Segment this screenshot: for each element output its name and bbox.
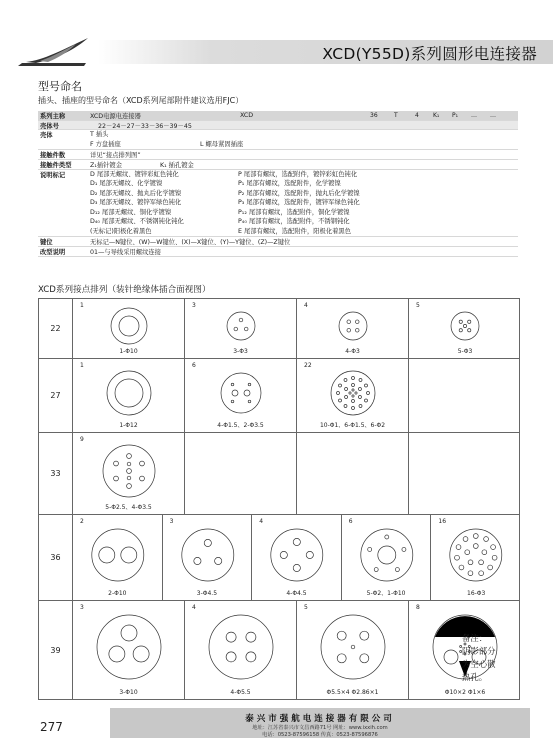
- contact-circle: [109, 646, 125, 662]
- contact-circle: [306, 551, 313, 558]
- contact-circle: [359, 379, 362, 382]
- contact-caption: 5-Φ2.5、4-Φ3.5: [105, 504, 152, 511]
- contact-circle: [214, 557, 221, 564]
- contact-circle: [482, 550, 487, 555]
- contact-circle: [352, 395, 354, 397]
- contact-circle: [244, 327, 248, 331]
- desc-item: P₁₂ 尾部有螺纹，选配附件，铜化学镀镍: [238, 208, 350, 216]
- naming-subtitle: 插头、插座的型号命名（XCD系列尾部附件建议选用FJC）: [38, 96, 244, 105]
- contact-circle: [468, 560, 473, 565]
- contact-count: 3: [80, 604, 84, 611]
- spec-row-series: 系列主称 XCD电源电连接器 XCD 36 T 4 K₁ P₁ … …: [38, 111, 518, 121]
- contact-circle: [474, 534, 479, 539]
- contact-layout-diagram: [73, 601, 185, 699]
- contact-circle: [352, 400, 355, 403]
- contact-circle: [395, 568, 399, 572]
- contact-count: 4: [259, 518, 264, 525]
- contact-circle: [280, 551, 287, 558]
- desc-item: E 尾部有螺纹，选配附件，阳极化着黑色: [238, 227, 352, 235]
- contact-circle: [479, 560, 484, 565]
- spec-row-key: 键位 无标记—N键位、(W)—W键位、(X)—X键位、(Y)—Y键位、(Z)—Z键位: [38, 237, 518, 247]
- spec-row-description: 说明标记 D 尾部无螺纹、镀锌彩虹色钝化 D₁ 尾部无螺纹、化学镀镍 D₂ 尾部无螺纹、抛丸后化学镀镍 D₃ 尾部无螺纹、镀锌军绿色钝化 D₁₂ 尾部无螺纹、铜化学镀镍 D₄₀ 尾部无螺纹、不锈钢钝化钝化 (无标记)阳极化着黑色 P 尾部有螺纹，选配附件，镀锌彩虹色钝化 P₁ 尾部有螺纹，选配附件，化学镀镍 P₂ 尾部有螺纹，选配附件，抛丸后化学镀镍 P₃ 尾部有螺纹，选配附件，镀锌军绿色钝化 P₁₂ 尾部有螺纹，选配附件，铜化学镀镍 P₄₀ 尾部有螺纹，选配附件，不锈钢钝化 E 尾部有螺纹，选配附件，阳极化着黑色: [38, 170, 518, 238]
- contact-count: 22: [304, 362, 312, 369]
- contact-circle: [337, 654, 346, 663]
- contact-caption: 2-Φ10: [108, 590, 127, 597]
- footer: [110, 708, 530, 738]
- spec-row-contact-type: 接触件类型 Z₁插针镀金 K₁ 插孔镀金: [38, 160, 518, 170]
- contact-circle: [232, 390, 238, 396]
- contact-circle: [231, 400, 234, 403]
- contact-circle: [360, 631, 369, 640]
- contact-circle: [355, 320, 359, 324]
- contact-circle: [121, 547, 137, 563]
- contact-circle: [360, 654, 369, 663]
- contact-circle: [337, 631, 346, 640]
- contact-circle: [374, 568, 378, 572]
- desc-item: P 尾部有螺纹，选配附件，镀锌彩虹色钝化: [238, 170, 358, 178]
- contact-circle: [248, 383, 251, 386]
- contact-caption: 5-Φ3: [457, 348, 473, 355]
- contact-circle: [246, 652, 256, 662]
- contact-circle: [339, 399, 342, 402]
- desc-item: D₂ 尾部无螺纹、抛丸后化学镀镍: [90, 189, 182, 197]
- footer-company: 泰兴市强航电连接器有限公司: [245, 714, 395, 724]
- contact-circle: [293, 564, 300, 571]
- contact-layout-cell: [409, 433, 521, 514]
- contact-layout-diagram: [185, 601, 297, 699]
- contact-layout-cell: [163, 515, 253, 600]
- contact-circle: [193, 557, 200, 564]
- contact-layout-cell: [297, 601, 409, 699]
- contact-circle: [133, 646, 149, 662]
- contact-count: 4: [192, 604, 196, 611]
- contact-circle: [450, 529, 502, 581]
- desc-item: D₁₂ 尾部无螺纹、铜化学镀镍: [90, 208, 172, 216]
- contact-layout-cell: [297, 433, 409, 514]
- contact-circle: [468, 320, 471, 323]
- contact-layout-cell: [431, 515, 521, 600]
- contact-layout-diagram: [73, 515, 163, 601]
- page-title: XCD(Y55D)系列圆形电连接器: [322, 45, 537, 63]
- contact-caption: 3-Φ10: [119, 689, 138, 696]
- contact-layout-cell: [297, 299, 409, 358]
- contact-circle: [358, 388, 361, 391]
- contact-circle: [271, 529, 323, 581]
- contact-circle: [385, 535, 389, 539]
- desc-item: P₃ 尾部有螺纹，选配附件，镀锌军绿色钝化: [238, 199, 360, 207]
- contact-circle: [347, 328, 351, 332]
- section-title-naming: 型号命名: [38, 80, 82, 93]
- contact-caption: Φ5.5×4 Φ2.86×1: [326, 689, 379, 696]
- contact-circle: [345, 388, 348, 391]
- contact-layout-cell: [409, 359, 521, 432]
- contact-caption: 3-Φ3: [233, 348, 248, 355]
- contact-count: 2: [80, 518, 84, 525]
- contact-circle: [488, 565, 493, 570]
- contact-circle: [361, 529, 413, 581]
- contact-circle: [355, 392, 357, 394]
- contact-circle: [115, 379, 143, 407]
- contact-count: 9: [80, 436, 84, 443]
- contact-layout-cell: [73, 601, 185, 699]
- contact-circle: [321, 615, 385, 679]
- contact-circle: [352, 377, 355, 380]
- contact-circle: [459, 329, 462, 332]
- contact-circle: [127, 476, 131, 480]
- contact-layout-diagram: [297, 601, 409, 699]
- contact-circle: [464, 537, 469, 542]
- contact-count: 3: [169, 518, 174, 525]
- footer-phone: 电话：0523-87596158 传真：0523-87596876: [262, 732, 378, 738]
- contact-circle: [244, 390, 250, 396]
- shell-size-label: 39: [39, 601, 73, 699]
- contact-circle: [358, 396, 361, 399]
- layout-row: [39, 299, 519, 359]
- contact-caption: 4-Φ4.5: [286, 590, 307, 597]
- contact-caption: 5-Φ2、1-Φ10: [366, 590, 406, 597]
- contact-circle: [107, 371, 151, 415]
- contact-caption: 4-Φ3: [345, 348, 360, 355]
- layout-row: [39, 359, 519, 433]
- contact-circle: [127, 462, 131, 466]
- contact-circle: [347, 320, 351, 324]
- contact-circle: [234, 327, 238, 331]
- contact-circle: [364, 384, 367, 387]
- contact-layout-cell: [185, 359, 297, 432]
- contact-circle: [468, 329, 471, 332]
- contact-circle: [367, 547, 371, 551]
- contact-circle: [351, 645, 355, 649]
- contact-circle: [459, 565, 464, 570]
- contact-layout-table: [38, 298, 520, 700]
- desc-item: D₁ 尾部无螺纹、化学镀镍: [90, 180, 163, 188]
- contact-layout-cell: [73, 433, 185, 514]
- shell-size-label: 33: [39, 433, 73, 514]
- contact-count: 1: [80, 362, 84, 369]
- contact-circle: [474, 544, 479, 549]
- contact-caption: 1-Φ12: [119, 422, 138, 429]
- contact-layout-cell: [185, 299, 297, 358]
- contact-circle: [352, 407, 355, 410]
- page-number: 277: [40, 720, 63, 734]
- contact-circle: [456, 545, 461, 550]
- contact-caption: 3-Φ4.5: [196, 590, 218, 597]
- contact-caption: 4-Φ5.5: [230, 689, 251, 696]
- contact-layout-cell: [342, 515, 432, 600]
- contact-circle: [344, 379, 347, 382]
- contact-layout-cell: [409, 299, 521, 358]
- contact-circle: [246, 632, 256, 642]
- contact-circle: [248, 400, 251, 403]
- contact-count: 1: [80, 302, 84, 309]
- contact-circle: [459, 320, 462, 323]
- contact-circle: [181, 529, 233, 581]
- contact-circle: [484, 537, 489, 542]
- contact-layout-cell: [73, 299, 185, 358]
- desc-item: D 尾部无螺纹、镀锌彩虹色钝化: [90, 170, 179, 178]
- contact-layout-cell: [73, 515, 163, 600]
- brand-logo: [14, 36, 98, 70]
- spec-row-shell-no: 壳体号 22－24－27－33－36－39－45: [38, 121, 518, 131]
- spec-row-contacts: 接触件数 详见“接点排列图”: [38, 150, 518, 160]
- shade-note: 备注： 阴影部分 为空心散 热孔。: [462, 633, 496, 682]
- section-title-layout: XCD系列接点排列（装针绝缘体插合面视图）: [38, 285, 211, 295]
- contact-circle: [444, 650, 458, 664]
- contact-layout-cell: [73, 359, 185, 432]
- contact-count: 5: [304, 604, 308, 611]
- desc-item: P₂ 尾部有螺纹，选配附件，抛丸后化学镀镍: [238, 189, 360, 197]
- contact-circle: [231, 383, 234, 386]
- contact-circle: [345, 396, 348, 399]
- contact-circle: [119, 316, 139, 336]
- contact-circle: [479, 571, 484, 576]
- shell-size-label: 36: [39, 515, 73, 600]
- contact-circle: [103, 445, 155, 497]
- contact-circle: [204, 539, 211, 546]
- contact-circle: [209, 615, 273, 679]
- contact-circle: [114, 476, 119, 481]
- contact-circle: [402, 547, 406, 551]
- contact-caption: 16-Φ3: [467, 590, 486, 597]
- contact-circle: [111, 308, 147, 344]
- contact-circle: [239, 318, 243, 322]
- contact-caption: 10-Φ1、6-Φ1.5、6-Φ2: [319, 422, 386, 429]
- contact-circle: [339, 312, 367, 340]
- contact-count: 3: [192, 302, 196, 309]
- page-header: [0, 36, 553, 68]
- desc-item: D₄₀ 尾部无螺纹、不锈钢钝化钝化: [90, 218, 184, 226]
- contact-circle: [140, 476, 145, 481]
- contact-circle: [227, 312, 255, 340]
- contact-layout-diagram: [252, 515, 342, 601]
- spec-row-shell: 壳体 T 插头 F 方盘插座 L 螺母紧固插座: [38, 130, 518, 150]
- contact-circle: [140, 461, 145, 466]
- contact-circle: [355, 328, 359, 332]
- contact-circle: [364, 399, 367, 402]
- contact-layout-diagram: [163, 515, 253, 601]
- layout-row: [39, 601, 519, 699]
- contact-circle: [352, 389, 354, 391]
- contact-circle: [221, 373, 261, 413]
- contact-layout-cell: [252, 515, 342, 600]
- shell-size-label: 27: [39, 359, 73, 432]
- contact-circle: [344, 404, 347, 407]
- contact-circle: [331, 371, 375, 415]
- contact-circle: [127, 469, 132, 474]
- spec-table: [38, 111, 518, 257]
- contact-circle: [349, 392, 351, 394]
- contact-circle: [226, 652, 236, 662]
- contact-circle: [97, 615, 161, 679]
- desc-item: (无标记)阳极化着黑色: [90, 227, 152, 235]
- contact-count: 4: [304, 302, 308, 309]
- contact-layout-cell: [185, 601, 297, 699]
- contact-count: 16: [438, 518, 447, 525]
- contact-caption: 4-Φ1.5、2-Φ3.5: [217, 422, 264, 429]
- contact-circle: [468, 571, 473, 576]
- shell-size-label: 22: [39, 299, 73, 358]
- desc-item: P₄₀ 尾部有螺纹，选配附件，不锈钢钝化: [238, 218, 350, 226]
- layout-row: [39, 515, 519, 601]
- desc-item: D₃ 尾部无螺纹、镀锌军绿色钝化: [90, 199, 182, 207]
- contact-circle: [455, 555, 460, 560]
- contact-circle: [293, 538, 300, 545]
- contact-circle: [226, 632, 236, 642]
- contact-caption: Φ10×2 Φ1×6: [444, 689, 486, 696]
- contact-circle: [367, 392, 370, 395]
- layout-row: [39, 433, 519, 515]
- contact-circle: [352, 384, 355, 387]
- contact-circle: [127, 484, 132, 489]
- contact-layout-cell: [185, 433, 297, 514]
- contact-circle: [337, 392, 340, 395]
- contact-caption: 1-Φ10: [119, 348, 138, 355]
- contact-count: 5: [416, 302, 420, 309]
- contact-layout-cell: [297, 359, 409, 432]
- spec-row-modification: 改型说明 01—与导线采用螺纹连接: [38, 247, 518, 257]
- contact-circle: [339, 384, 342, 387]
- contact-count: 6: [348, 518, 353, 525]
- contact-circle: [493, 555, 498, 560]
- contact-circle: [465, 550, 470, 555]
- contact-circle: [121, 625, 137, 641]
- contact-circle: [451, 312, 479, 340]
- contact-circle: [491, 545, 496, 550]
- contact-count: 6: [192, 362, 196, 369]
- contact-count: 8: [416, 604, 420, 611]
- contact-circle: [92, 529, 144, 581]
- contact-circle: [99, 547, 115, 563]
- contact-circle: [127, 454, 132, 459]
- contact-layout-diagram: [431, 515, 521, 601]
- contact-circle: [378, 546, 396, 564]
- contact-circle: [114, 461, 119, 466]
- desc-item: P₁ 尾部有螺纹，选配附件，化学镀镍: [238, 180, 341, 188]
- contact-circle: [463, 324, 466, 327]
- footer-address: 地址：江苏省泰兴市文昌西路71号 网址：www.ixxih.com: [252, 725, 388, 731]
- contact-circle: [359, 404, 362, 407]
